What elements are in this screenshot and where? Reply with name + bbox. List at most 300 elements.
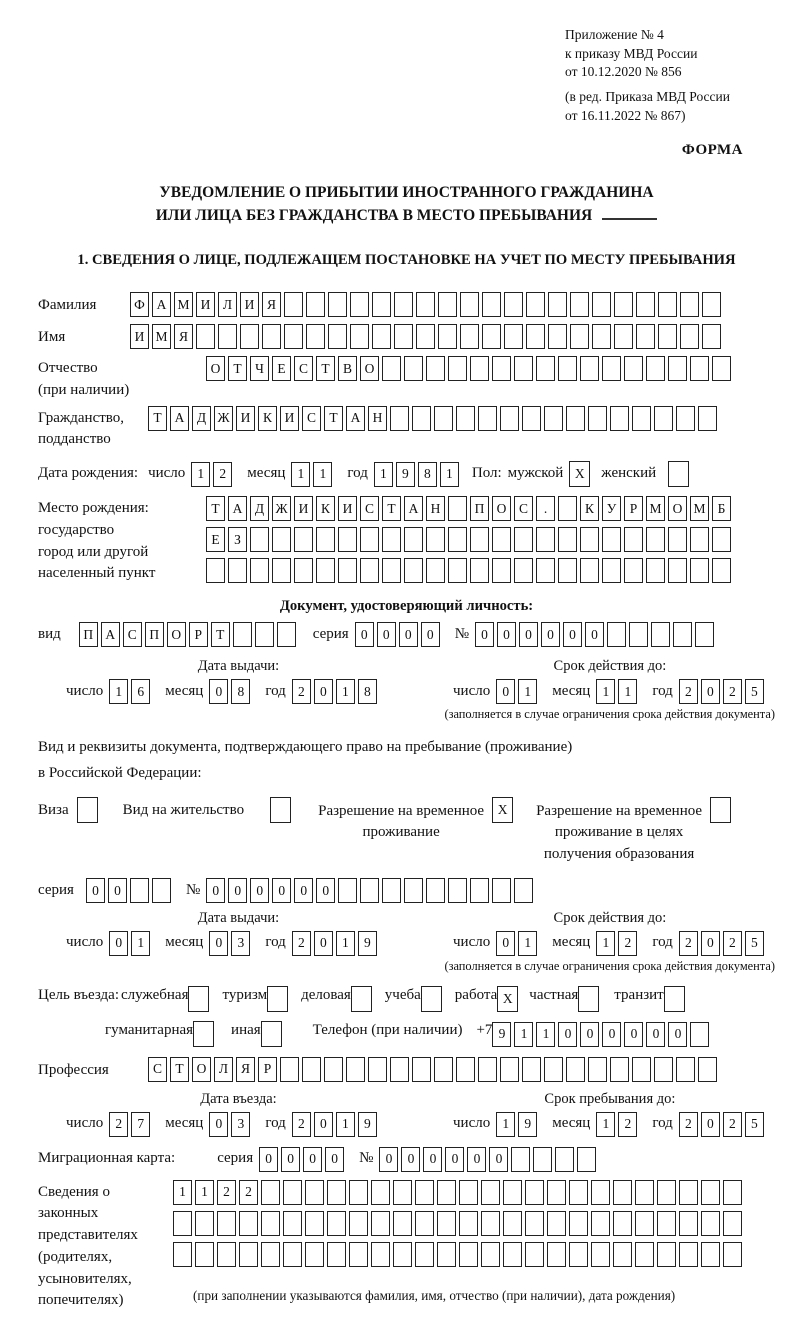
birth-place-row3-cell[interactable]: [668, 558, 687, 583]
patronymic-cell[interactable]: В: [338, 356, 357, 381]
doc-kind-cell[interactable]: С: [123, 622, 142, 647]
representatives-row1-cell[interactable]: 1: [195, 1180, 214, 1205]
birth-place-row3-cell[interactable]: [646, 558, 665, 583]
birth-place-row3-cell[interactable]: [448, 558, 467, 583]
representatives-row1-cell[interactable]: [635, 1180, 654, 1205]
doc-kind-cell[interactable]: [255, 622, 274, 647]
representatives-row2-cell[interactable]: [393, 1211, 412, 1236]
purpose-study-cell[interactable]: [421, 986, 442, 1012]
birth-place-row1-cell[interactable]: О: [492, 496, 511, 521]
representatives-row2-cell[interactable]: [525, 1211, 544, 1236]
birth-place-row3-cell[interactable]: [492, 558, 511, 583]
birth-place-row1-cell[interactable]: И: [294, 496, 313, 521]
representatives-row2-cell[interactable]: [283, 1211, 302, 1236]
representatives-row3-cell[interactable]: [635, 1242, 654, 1267]
profession-cell[interactable]: [302, 1057, 321, 1082]
birth-place-row3-cell[interactable]: [426, 558, 445, 583]
name-cell[interactable]: [196, 324, 215, 349]
representatives-row1-cell[interactable]: [547, 1180, 566, 1205]
birth-month-cell[interactable]: 1: [313, 462, 332, 487]
patronymic-cell[interactable]: [712, 356, 731, 381]
phone-cell[interactable]: 1: [514, 1022, 533, 1047]
res-series-cell[interactable]: 0: [108, 878, 127, 903]
representatives-row3-cell[interactable]: [327, 1242, 346, 1267]
doc-series-cell[interactable]: 0: [421, 622, 440, 647]
valid-day-cell[interactable]: 0: [496, 679, 515, 704]
representatives-row1-cell[interactable]: [591, 1180, 610, 1205]
representatives-row3-cell[interactable]: [503, 1242, 522, 1267]
representatives-row1-cell[interactable]: 2: [217, 1180, 236, 1205]
phone-cell[interactable]: 9: [492, 1022, 511, 1047]
representatives-row3-cell[interactable]: [217, 1242, 236, 1267]
doc-number-cell[interactable]: 0: [475, 622, 494, 647]
citizenship-cell[interactable]: [500, 406, 519, 431]
res-valid-year-cell[interactable]: 2: [723, 931, 742, 956]
purpose-tourism-cell[interactable]: [267, 986, 288, 1012]
patronymic-cell[interactable]: [470, 356, 489, 381]
patronymic-cell[interactable]: [668, 356, 687, 381]
mc-number-cell[interactable]: 0: [445, 1147, 464, 1172]
res-valid-year-cell[interactable]: 5: [745, 931, 764, 956]
mc-number-cell[interactable]: [555, 1147, 574, 1172]
name-cell[interactable]: [526, 324, 545, 349]
patronymic-cell[interactable]: [646, 356, 665, 381]
doc-kind-cell[interactable]: Р: [189, 622, 208, 647]
representatives-row1-cell[interactable]: [305, 1180, 324, 1205]
stay-year-cell[interactable]: 0: [701, 1112, 720, 1137]
doc-series-cell[interactable]: 0: [399, 622, 418, 647]
birth-place-row1-cell[interactable]: С: [514, 496, 533, 521]
res-number-cell[interactable]: [514, 878, 533, 903]
representatives-row3-cell[interactable]: [459, 1242, 478, 1267]
patronymic-cell[interactable]: [690, 356, 709, 381]
res-issue-day-cell[interactable]: 0: [109, 931, 128, 956]
profession-cell[interactable]: [610, 1057, 629, 1082]
birth-place-row3-cell[interactable]: [470, 558, 489, 583]
representatives-row2-cell[interactable]: [569, 1211, 588, 1236]
surname-cell[interactable]: [284, 292, 303, 317]
birth-place-row1-cell[interactable]: О: [668, 496, 687, 521]
mc-series-cell[interactable]: 0: [259, 1147, 278, 1172]
issue-month-cell[interactable]: 8: [231, 679, 250, 704]
birth-place-row1-cell[interactable]: Ж: [272, 496, 291, 521]
phone-cell[interactable]: [690, 1022, 709, 1047]
purpose-transit-cell[interactable]: [664, 986, 685, 1012]
representatives-row3-cell[interactable]: [173, 1242, 192, 1267]
representatives-row2-cell[interactable]: [195, 1211, 214, 1236]
birth-place-row2-cell[interactable]: [668, 527, 687, 552]
res-series-cell[interactable]: [130, 878, 149, 903]
doc-number-cell[interactable]: [607, 622, 626, 647]
birth-place-row1-cell[interactable]: А: [404, 496, 423, 521]
citizenship-cell[interactable]: [632, 406, 651, 431]
name-cell[interactable]: [482, 324, 501, 349]
birth-place-row2-cell[interactable]: [514, 527, 533, 552]
representatives-row2-cell[interactable]: [591, 1211, 610, 1236]
representatives-row2-cell[interactable]: [503, 1211, 522, 1236]
profession-cell[interactable]: [456, 1057, 475, 1082]
representatives-row3-cell[interactable]: [591, 1242, 610, 1267]
citizenship-cell[interactable]: [544, 406, 563, 431]
citizenship-cell[interactable]: [588, 406, 607, 431]
patronymic-cell[interactable]: [558, 356, 577, 381]
birth-day-cell[interactable]: 2: [213, 462, 232, 487]
res-number-cell[interactable]: 0: [206, 878, 225, 903]
issue-year-cell[interactable]: 2: [292, 679, 311, 704]
birth-place-row3-cell[interactable]: [514, 558, 533, 583]
citizenship-cell[interactable]: [610, 406, 629, 431]
surname-cell[interactable]: [570, 292, 589, 317]
name-cell[interactable]: [350, 324, 369, 349]
birth-place-row1-cell[interactable]: К: [580, 496, 599, 521]
birth-place-row2-cell[interactable]: [580, 527, 599, 552]
representatives-row2-cell[interactable]: [305, 1211, 324, 1236]
doc-series-cell[interactable]: 0: [377, 622, 396, 647]
birth-place-row3-cell[interactable]: [536, 558, 555, 583]
surname-cell[interactable]: [394, 292, 413, 317]
birth-place-row2-cell[interactable]: [624, 527, 643, 552]
issue-year-cell[interactable]: 1: [336, 679, 355, 704]
surname-cell[interactable]: [438, 292, 457, 317]
citizenship-cell[interactable]: [434, 406, 453, 431]
surname-cell[interactable]: Я: [262, 292, 281, 317]
representatives-row2-cell[interactable]: [371, 1211, 390, 1236]
citizenship-cell[interactable]: [456, 406, 475, 431]
profession-cell[interactable]: Я: [236, 1057, 255, 1082]
res-number-cell[interactable]: [404, 878, 423, 903]
birth-place-row2-cell[interactable]: [470, 527, 489, 552]
doc-kind-cell[interactable]: П: [145, 622, 164, 647]
citizenship-cell[interactable]: Т: [324, 406, 343, 431]
birth-place-row2-cell[interactable]: [272, 527, 291, 552]
res-issue-year-cell[interactable]: 1: [336, 931, 355, 956]
res-issue-month-cell[interactable]: 0: [209, 931, 228, 956]
birth-place-row3-cell[interactable]: [228, 558, 247, 583]
representatives-row3-cell[interactable]: [481, 1242, 500, 1267]
representatives-row2-cell[interactable]: [481, 1211, 500, 1236]
name-cell[interactable]: [570, 324, 589, 349]
profession-cell[interactable]: О: [192, 1057, 211, 1082]
birth-place-row2-cell[interactable]: [338, 527, 357, 552]
patronymic-cell[interactable]: [580, 356, 599, 381]
representatives-row3-cell[interactable]: [701, 1242, 720, 1267]
birth-place-row2-cell[interactable]: [250, 527, 269, 552]
citizenship-cell[interactable]: [412, 406, 431, 431]
birth-place-row1-cell[interactable]: Т: [382, 496, 401, 521]
stay-day-cell[interactable]: 1: [496, 1112, 515, 1137]
res-valid-day-cell[interactable]: 0: [496, 931, 515, 956]
profession-cell[interactable]: [412, 1057, 431, 1082]
res-valid-year-cell[interactable]: 2: [679, 931, 698, 956]
name-cell[interactable]: [284, 324, 303, 349]
birth-year-cell[interactable]: 1: [374, 462, 393, 487]
representatives-row3-cell[interactable]: [349, 1242, 368, 1267]
res-number-cell[interactable]: 0: [250, 878, 269, 903]
birth-place-row1-cell[interactable]: [448, 496, 467, 521]
res-valid-year-cell[interactable]: 0: [701, 931, 720, 956]
representatives-row2-cell[interactable]: [701, 1211, 720, 1236]
birth-month-cell[interactable]: 1: [291, 462, 310, 487]
stay-year-cell[interactable]: 2: [679, 1112, 698, 1137]
birth-place-row1-cell[interactable]: Н: [426, 496, 445, 521]
res-issue-year-cell[interactable]: 9: [358, 931, 377, 956]
profession-cell[interactable]: [280, 1057, 299, 1082]
representatives-row1-cell[interactable]: 2: [239, 1180, 258, 1205]
birth-place-row2-cell[interactable]: [360, 527, 379, 552]
doc-kind-cell[interactable]: [233, 622, 252, 647]
doc-number-cell[interactable]: 0: [563, 622, 582, 647]
birth-place-row1-cell[interactable]: .: [536, 496, 555, 521]
representatives-row2-cell[interactable]: [239, 1211, 258, 1236]
doc-series-cell[interactable]: 0: [355, 622, 374, 647]
profession-cell[interactable]: [500, 1057, 519, 1082]
name-cell[interactable]: [416, 324, 435, 349]
surname-cell[interactable]: [636, 292, 655, 317]
patronymic-cell[interactable]: [426, 356, 445, 381]
mc-number-cell[interactable]: [533, 1147, 552, 1172]
profession-cell[interactable]: Л: [214, 1057, 233, 1082]
profession-cell[interactable]: [368, 1057, 387, 1082]
surname-cell[interactable]: [548, 292, 567, 317]
res-number-cell[interactable]: [338, 878, 357, 903]
patronymic-cell[interactable]: [492, 356, 511, 381]
stay-day-cell[interactable]: 9: [518, 1112, 537, 1137]
surname-cell[interactable]: [306, 292, 325, 317]
name-cell[interactable]: [218, 324, 237, 349]
name-cell[interactable]: [240, 324, 259, 349]
birth-year-cell[interactable]: 9: [396, 462, 415, 487]
surname-cell[interactable]: [614, 292, 633, 317]
res-valid-month-cell[interactable]: 1: [596, 931, 615, 956]
name-cell[interactable]: [262, 324, 281, 349]
name-cell[interactable]: [328, 324, 347, 349]
citizenship-cell[interactable]: И: [236, 406, 255, 431]
stay-month-cell[interactable]: 1: [596, 1112, 615, 1137]
res-issue-year-cell[interactable]: 0: [314, 931, 333, 956]
res-number-cell[interactable]: 0: [294, 878, 313, 903]
stay-year-cell[interactable]: 2: [723, 1112, 742, 1137]
representatives-row3-cell[interactable]: [613, 1242, 632, 1267]
citizenship-cell[interactable]: А: [346, 406, 365, 431]
mc-series-cell[interactable]: 0: [281, 1147, 300, 1172]
birth-place-row1-cell[interactable]: Д: [250, 496, 269, 521]
birth-place-row3-cell[interactable]: [294, 558, 313, 583]
profession-cell[interactable]: [654, 1057, 673, 1082]
birth-place-row2-cell[interactable]: [602, 527, 621, 552]
citizenship-cell[interactable]: [478, 406, 497, 431]
representatives-row2-cell[interactable]: [437, 1211, 456, 1236]
representatives-row3-cell[interactable]: [305, 1242, 324, 1267]
doc-number-cell[interactable]: [651, 622, 670, 647]
res-series-cell[interactable]: 0: [86, 878, 105, 903]
sex-female-cell[interactable]: [668, 461, 689, 487]
profession-cell[interactable]: Т: [170, 1057, 189, 1082]
name-cell[interactable]: Я: [174, 324, 193, 349]
birth-place-row3-cell[interactable]: [602, 558, 621, 583]
patronymic-cell[interactable]: [536, 356, 555, 381]
valid-year-cell[interactable]: 5: [745, 679, 764, 704]
representatives-row1-cell[interactable]: [459, 1180, 478, 1205]
citizenship-cell[interactable]: [390, 406, 409, 431]
representatives-row1-cell[interactable]: [371, 1180, 390, 1205]
mc-number-cell[interactable]: [511, 1147, 530, 1172]
doc-number-cell[interactable]: [629, 622, 648, 647]
doc-kind-cell[interactable]: П: [79, 622, 98, 647]
stay-month-cell[interactable]: 2: [618, 1112, 637, 1137]
representatives-row1-cell[interactable]: [569, 1180, 588, 1205]
valid-year-cell[interactable]: 2: [679, 679, 698, 704]
representatives-row2-cell[interactable]: [657, 1211, 676, 1236]
name-cell[interactable]: [702, 324, 721, 349]
representatives-row2-cell[interactable]: [723, 1211, 742, 1236]
entry-day-cell[interactable]: 7: [131, 1112, 150, 1137]
patronymic-cell[interactable]: С: [294, 356, 313, 381]
surname-cell[interactable]: [702, 292, 721, 317]
profession-cell[interactable]: [434, 1057, 453, 1082]
citizenship-cell[interactable]: [566, 406, 585, 431]
patronymic-cell[interactable]: [602, 356, 621, 381]
res-number-cell[interactable]: [426, 878, 445, 903]
profession-cell[interactable]: Р: [258, 1057, 277, 1082]
name-cell[interactable]: [680, 324, 699, 349]
representatives-row3-cell[interactable]: [547, 1242, 566, 1267]
phone-cell[interactable]: 1: [536, 1022, 555, 1047]
representatives-row1-cell[interactable]: [503, 1180, 522, 1205]
patronymic-cell[interactable]: Т: [228, 356, 247, 381]
doc-kind-cell[interactable]: Т: [211, 622, 230, 647]
representatives-row2-cell[interactable]: [547, 1211, 566, 1236]
birth-place-row3-cell[interactable]: [690, 558, 709, 583]
birth-place-row2-cell[interactable]: [712, 527, 731, 552]
citizenship-cell[interactable]: А: [170, 406, 189, 431]
mc-series-cell[interactable]: 0: [325, 1147, 344, 1172]
res-valid-month-cell[interactable]: 2: [618, 931, 637, 956]
birth-place-row3-cell[interactable]: [250, 558, 269, 583]
name-cell[interactable]: [306, 324, 325, 349]
valid-day-cell[interactable]: 1: [518, 679, 537, 704]
name-cell[interactable]: [438, 324, 457, 349]
surname-cell[interactable]: [526, 292, 545, 317]
surname-cell[interactable]: Ф: [130, 292, 149, 317]
birth-place-row3-cell[interactable]: [272, 558, 291, 583]
name-cell[interactable]: [394, 324, 413, 349]
issue-day-cell[interactable]: 1: [109, 679, 128, 704]
surname-cell[interactable]: [460, 292, 479, 317]
birth-place-row1-cell[interactable]: [558, 496, 577, 521]
issue-year-cell[interactable]: 8: [358, 679, 377, 704]
representatives-row2-cell[interactable]: [679, 1211, 698, 1236]
representatives-row1-cell[interactable]: [349, 1180, 368, 1205]
name-cell[interactable]: [504, 324, 523, 349]
surname-cell[interactable]: И: [196, 292, 215, 317]
patronymic-cell[interactable]: [624, 356, 643, 381]
res-valid-day-cell[interactable]: 1: [518, 931, 537, 956]
birth-place-row2-cell[interactable]: [316, 527, 335, 552]
name-cell[interactable]: [636, 324, 655, 349]
name-cell[interactable]: [592, 324, 611, 349]
representatives-row1-cell[interactable]: [261, 1180, 280, 1205]
res-issue-day-cell[interactable]: 1: [131, 931, 150, 956]
representatives-row1-cell[interactable]: [525, 1180, 544, 1205]
birth-place-row3-cell[interactable]: [206, 558, 225, 583]
patronymic-cell[interactable]: Т: [316, 356, 335, 381]
citizenship-cell[interactable]: К: [258, 406, 277, 431]
phone-cell[interactable]: 0: [558, 1022, 577, 1047]
valid-month-cell[interactable]: 1: [596, 679, 615, 704]
entry-year-cell[interactable]: 0: [314, 1112, 333, 1137]
patronymic-cell[interactable]: Е: [272, 356, 291, 381]
representatives-row1-cell[interactable]: [679, 1180, 698, 1205]
surname-cell[interactable]: И: [240, 292, 259, 317]
entry-year-cell[interactable]: 9: [358, 1112, 377, 1137]
birth-place-row2-cell[interactable]: [646, 527, 665, 552]
citizenship-cell[interactable]: [522, 406, 541, 431]
doc-number-cell[interactable]: 0: [497, 622, 516, 647]
purpose-work-cell[interactable]: X: [497, 986, 518, 1012]
res-number-cell[interactable]: 0: [228, 878, 247, 903]
profession-cell[interactable]: [522, 1057, 541, 1082]
patronymic-cell[interactable]: [514, 356, 533, 381]
doc-kind-cell[interactable]: А: [101, 622, 120, 647]
profession-cell[interactable]: [676, 1057, 695, 1082]
sex-male-cell[interactable]: X: [569, 461, 590, 487]
res-number-cell[interactable]: [360, 878, 379, 903]
surname-cell[interactable]: [482, 292, 501, 317]
birth-place-row1-cell[interactable]: М: [690, 496, 709, 521]
citizenship-cell[interactable]: С: [302, 406, 321, 431]
valid-month-cell[interactable]: 1: [618, 679, 637, 704]
name-cell[interactable]: [460, 324, 479, 349]
res-number-cell[interactable]: 0: [272, 878, 291, 903]
res-number-cell[interactable]: [492, 878, 511, 903]
entry-year-cell[interactable]: 2: [292, 1112, 311, 1137]
patronymic-cell[interactable]: О: [360, 356, 379, 381]
representatives-row1-cell[interactable]: [481, 1180, 500, 1205]
profession-cell[interactable]: С: [148, 1057, 167, 1082]
surname-cell[interactable]: [350, 292, 369, 317]
birth-place-row1-cell[interactable]: Б: [712, 496, 731, 521]
representatives-row2-cell[interactable]: [349, 1211, 368, 1236]
purpose-other-cell[interactable]: [261, 1021, 282, 1047]
birth-place-row2-cell[interactable]: [404, 527, 423, 552]
birth-place-row2-cell[interactable]: [492, 527, 511, 552]
citizenship-cell[interactable]: [654, 406, 673, 431]
birth-year-cell[interactable]: 1: [440, 462, 459, 487]
birth-place-row1-cell[interactable]: Т: [206, 496, 225, 521]
res-issue-month-cell[interactable]: 3: [231, 931, 250, 956]
surname-cell[interactable]: [680, 292, 699, 317]
birth-day-cell[interactable]: 1: [191, 462, 210, 487]
patronymic-cell[interactable]: [382, 356, 401, 381]
doc-number-cell[interactable]: 0: [541, 622, 560, 647]
birth-place-row3-cell[interactable]: [338, 558, 357, 583]
phone-cell[interactable]: 0: [646, 1022, 665, 1047]
surname-cell[interactable]: А: [152, 292, 171, 317]
doc-kind-cell[interactable]: [277, 622, 296, 647]
representatives-row3-cell[interactable]: [283, 1242, 302, 1267]
patronymic-cell[interactable]: Ч: [250, 356, 269, 381]
birth-place-row1-cell[interactable]: Р: [624, 496, 643, 521]
mc-number-cell[interactable]: 0: [423, 1147, 442, 1172]
representatives-row2-cell[interactable]: [327, 1211, 346, 1236]
phone-cell[interactable]: 0: [602, 1022, 621, 1047]
birth-year-cell[interactable]: 8: [418, 462, 437, 487]
representatives-row3-cell[interactable]: [393, 1242, 412, 1267]
patronymic-cell[interactable]: [404, 356, 423, 381]
citizenship-cell[interactable]: Ж: [214, 406, 233, 431]
doc-number-cell[interactable]: [695, 622, 714, 647]
birth-place-row3-cell[interactable]: [558, 558, 577, 583]
